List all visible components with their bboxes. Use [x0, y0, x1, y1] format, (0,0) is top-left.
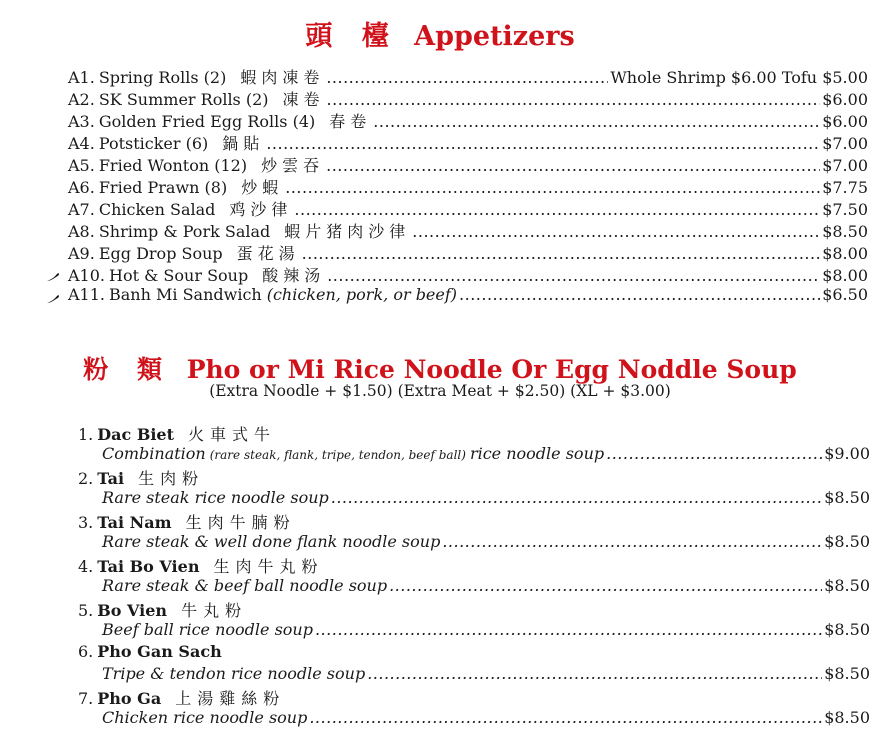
- appetizer-price: Whole Shrimp $6.00 Tofu $5.00: [610, 68, 868, 87]
- pho-item-description: [102, 488, 870, 510]
- appetizer-name-cn: 凍卷: [282, 90, 325, 109]
- appetizer-price: $6.50: [822, 285, 868, 304]
- appetizer-item: [68, 241, 868, 263]
- pho-number: 1.: [78, 425, 94, 444]
- pho-item-title: [78, 554, 323, 576]
- appetizer-name: Shrimp & Pork Salad: [98, 222, 271, 241]
- appetizer-code: A7.: [68, 200, 95, 219]
- appetizer-code: A6.: [68, 178, 95, 197]
- dot-leader: [327, 90, 821, 109]
- pho-desc-text: Chicken rice noodle soup: [102, 708, 308, 727]
- appetizer-name-cn: 鸡沙律: [229, 200, 293, 219]
- appetizer-price: $7.00: [822, 156, 868, 175]
- appetizer-name-cn: 酸辣汤: [262, 266, 326, 285]
- dot-leader: [389, 576, 822, 595]
- appetizer-price: $6.00: [822, 90, 868, 109]
- dot-leader: [285, 178, 820, 197]
- pho-desc-text: Rare steak & beef ball noodle soup: [102, 576, 388, 595]
- appetizer-item: [68, 65, 868, 87]
- pho-extras-note: (Extra Noodle + $1.50) (Extra Meat + $2.50) (XL + $3.00): [209, 382, 671, 400]
- pho-number: 5.: [78, 601, 94, 620]
- chili-pepper-icon: [46, 267, 60, 277]
- pho-name: Tai Nam: [97, 513, 172, 532]
- pho-number: 7.: [78, 689, 94, 708]
- appetizer-code: A10.: [68, 266, 105, 285]
- appetizer-item: [68, 219, 868, 241]
- pho-price: $8.50: [824, 708, 870, 727]
- dot-leader: [327, 266, 820, 285]
- pho-price: $9.00: [824, 444, 870, 463]
- appetizer-name: Chicken Salad: [98, 200, 216, 219]
- pho-name-cn: 牛丸粉: [181, 601, 248, 620]
- pho-name-cn: 生肉粉: [138, 469, 205, 488]
- pho-name: Dac Biet: [97, 425, 174, 444]
- pho-item-title: [78, 642, 222, 664]
- pho-desc-text: Tripe & tendon rice noodle soup: [102, 664, 366, 683]
- pho-item-description: [102, 620, 870, 642]
- appetizer-name: Fried Prawn (8): [98, 178, 228, 197]
- appetizer-code: A3.: [68, 112, 95, 131]
- pho-name: Pho Ga: [97, 689, 162, 708]
- appetizer-name: SK Summer Rolls (2): [98, 90, 269, 109]
- dot-leader: [373, 112, 820, 131]
- appetizer-item: [68, 87, 868, 109]
- pho-item-title: [78, 686, 285, 708]
- appetizer-price: $7.50: [822, 200, 868, 219]
- pho-item-title: [78, 510, 296, 532]
- dot-leader: [412, 222, 820, 241]
- dot-leader: [326, 68, 608, 87]
- pho-item-description: [102, 664, 870, 686]
- pho-name-cn: 上湯雞絲粉: [175, 689, 286, 708]
- pho-number: 4.: [78, 557, 94, 576]
- appetizer-name-cn: 鍋貼: [222, 134, 265, 153]
- appetizer-name-cn: 炒雲吞: [261, 156, 325, 175]
- dot-leader: [315, 620, 822, 639]
- appetizers-heading: [0, 14, 880, 53]
- appetizer-price: $8.50: [822, 222, 868, 241]
- pho-item-description: [102, 576, 870, 598]
- appetizer-price: $6.00: [822, 112, 868, 131]
- pho-name: Bo Vien: [97, 601, 168, 620]
- pho-name: Tai: [97, 469, 125, 488]
- appetizer-item: [68, 131, 868, 153]
- chili-pepper-icon: [46, 289, 60, 299]
- appetizer-name: Banh Mi Sandwich: [109, 285, 262, 304]
- appetizer-price: $7.75: [822, 178, 868, 197]
- appetizer-name-cn: 蛋花湯: [236, 244, 300, 263]
- appetizer-price: $8.00: [822, 266, 868, 285]
- appetizer-code: A2.: [68, 90, 95, 109]
- pho-heading-en: Pho or Mi Rice Noodle Or Egg Noddle Soup: [186, 355, 797, 384]
- dot-leader: [459, 285, 820, 304]
- dot-leader: [606, 444, 822, 463]
- pho-desc-text: Beef ball rice noodle soup: [102, 620, 313, 639]
- pho-item-title: [78, 598, 247, 620]
- appetizer-item: [68, 153, 868, 175]
- pho-name-cn: 生肉牛丸粉: [213, 557, 324, 576]
- appetizer-item: [68, 197, 868, 219]
- appetizer-code: A8.: [68, 222, 95, 241]
- pho-price: $8.50: [824, 620, 870, 639]
- dot-leader: [294, 200, 820, 219]
- dot-leader: [367, 664, 822, 683]
- appetizer-name: Hot & Sour Soup: [109, 266, 249, 285]
- appetizer-price: $8.00: [822, 244, 868, 263]
- appetizer-code: A4.: [68, 134, 95, 153]
- pho-item-description: [102, 708, 870, 730]
- pho-desc-text: Rare steak rice noodle soup: [102, 488, 329, 507]
- pho-item-title: [78, 422, 276, 444]
- appetizers-heading-en: Appetizers: [414, 21, 575, 52]
- appetizer-price: $7.00: [822, 134, 868, 153]
- pho-desc-text: Combination: [102, 444, 206, 463]
- appetizer-item: [68, 285, 868, 307]
- appetizer-name-cn: 春卷: [329, 112, 372, 131]
- pho-heading-cn: 粉 類: [83, 355, 172, 384]
- appetizer-code: A1.: [68, 68, 95, 87]
- appetizer-name: Golden Fried Egg Rolls (4): [98, 112, 316, 131]
- pho-desc-tail: rice noodle soup: [469, 444, 605, 463]
- dot-leader: [331, 488, 822, 507]
- pho-name-cn: 火車式牛: [188, 425, 277, 444]
- appetizer-name-cn: 炒蝦: [241, 178, 284, 197]
- pho-item-title: [78, 466, 204, 488]
- appetizer-item: [68, 263, 868, 285]
- appetizer-desc: (chicken, pork, or beef): [266, 285, 458, 304]
- appetizer-item: [68, 109, 868, 131]
- appetizers-heading-cn: 頭 檯: [305, 21, 399, 52]
- pho-number: 2.: [78, 469, 94, 488]
- pho-item-description: [102, 444, 870, 466]
- pho-name: Pho Gan Sach: [97, 642, 222, 661]
- appetizer-name: Fried Wonton (12): [98, 156, 248, 175]
- appetizer-name-cn: 蝦片猪肉沙律: [284, 222, 411, 241]
- pho-number: 3.: [78, 513, 94, 532]
- appetizer-name-cn: 蝦肉凍卷: [240, 68, 325, 87]
- appetizer-code: A5.: [68, 156, 95, 175]
- dot-leader: [302, 244, 821, 263]
- pho-price: $8.50: [824, 532, 870, 551]
- pho-price: $8.50: [824, 664, 870, 683]
- pho-heading: [0, 350, 880, 386]
- pho-number: 6.: [78, 642, 94, 661]
- appetizer-name: Egg Drop Soup: [98, 244, 223, 263]
- pho-name: Tai Bo Vien: [97, 557, 200, 576]
- dot-leader: [326, 156, 820, 175]
- appetizer-name: Spring Rolls (2): [98, 68, 227, 87]
- appetizer-item: [68, 175, 868, 197]
- dot-leader: [266, 134, 820, 153]
- pho-item-description: [102, 532, 870, 554]
- appetizer-code: A9.: [68, 244, 95, 263]
- pho-name-cn: 生肉牛腩粉: [185, 513, 296, 532]
- pho-price: $8.50: [824, 488, 870, 507]
- dot-leader: [442, 532, 822, 551]
- appetizer-code: A11.: [68, 285, 105, 304]
- pho-price: $8.50: [824, 576, 870, 595]
- dot-leader: [309, 708, 822, 727]
- appetizer-name: Potsticker (6): [98, 134, 209, 153]
- pho-desc-text: Rare steak & well done flank noodle soup: [102, 532, 441, 551]
- pho-desc-ingredients: (rare steak, flank, tripe, tendon, beef ball): [209, 448, 466, 462]
